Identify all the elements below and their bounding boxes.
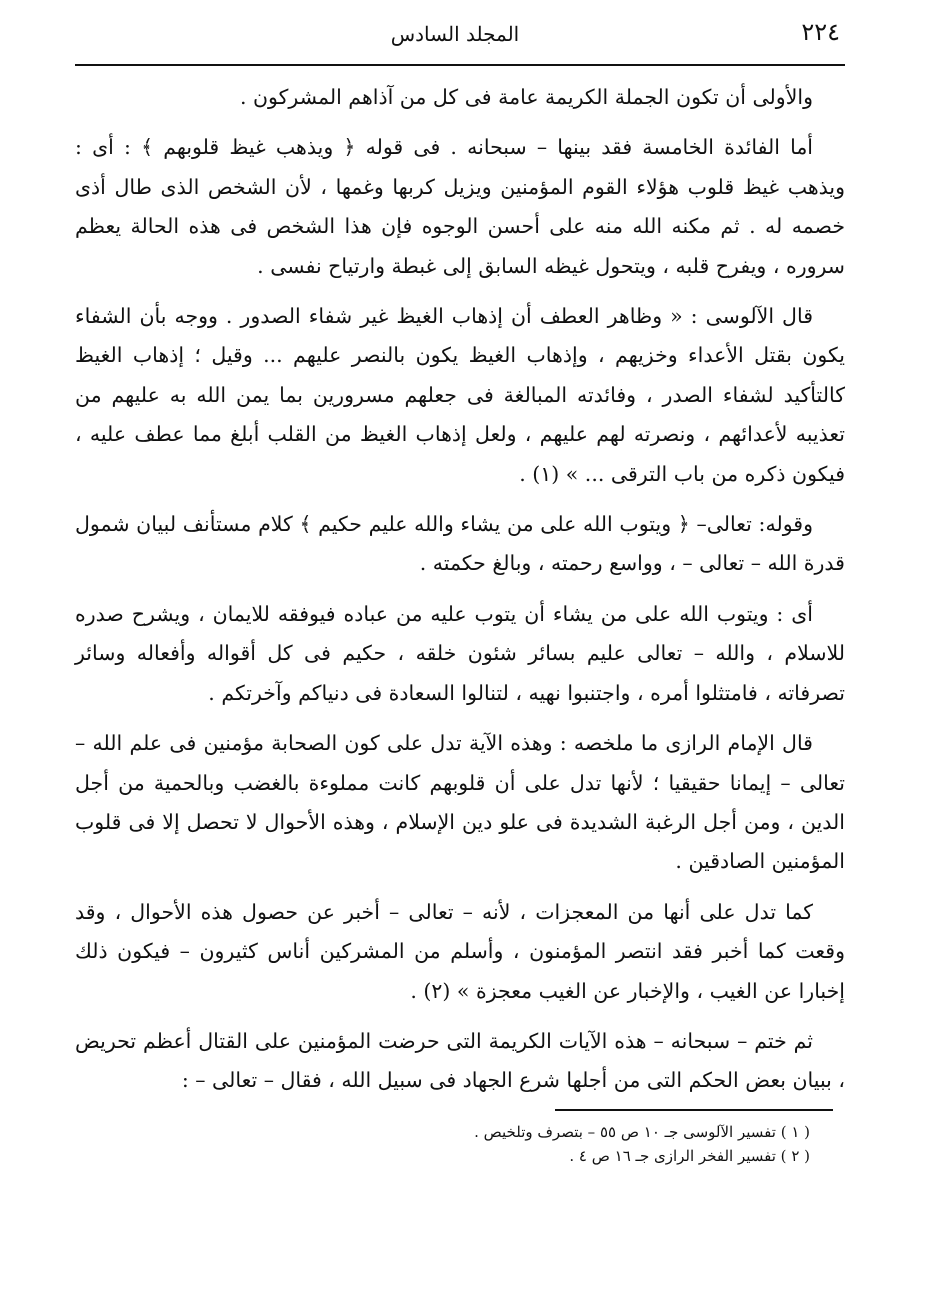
footnote: ( ٢ ) تفسير الفخر الرازى جـ ١٦ ص ٤ . <box>569 1147 810 1165</box>
paragraph: قال الآلوسى : « وظاهر العطف أن إذهاب الغيظ غير شفاء الصدور . ووجه بأن الشفاء يكون بقتل الأعداء وخزيهم ، وإذهاب الغيظ يكون بالنصر عليهم ... وقيل ؛ إذهاب الغيظ كالتأكيد لشفاء الصدر ، وفائدته المبالغة فى جعلهم مسرورين بما يمن الله به عليهم من تعذيبه لأعدائهم ، ونصرته لهم عليهم ، ولعل إذهاب الغيظ من القلب أبلغ مما عطف عليه ، فيكون ذكره من باب الترقى ... » (١) . <box>75 304 845 486</box>
volume-title: المجلد السادس <box>390 22 520 46</box>
paragraph: أما الفائدة الخامسة فقد بينها – سبحانه . فى قوله ﴿ ويذهب غيظ قلوبهم ﴾ : أى : ويذهب غيظ قلوب هؤلاء القوم المؤمنين ويزيل كربها وغمها ، لأن الشخص الذى طال أذى خصمه له . ثم مكنه الله منه على أحسن الوجوه فإن هذا الشخص فى هذه الحالة يعظم سروره ، ويفرح قلبه ، ويتحول غيظه السابق إلى غبطة وارتياح نفسى . <box>75 135 845 278</box>
paragraph: ثم ختم – سبحانه – هذه الآيات الكريمة التى حرضت المؤمنين على القتال أعظم تحريض ، ببيان بعض الحكم التى من أجلها شرع الجهاد فى سبيل الله ، فقال – تعالى – : <box>75 1028 845 1093</box>
page-number: ٢٢٤ <box>801 18 840 46</box>
main-text <box>75 78 845 1101</box>
paragraph: وقوله: تعالى– ﴿ ويتوب الله على من يشاء والله عليم حكيم ﴾ كلام مستأنف لبيان شمول قدرة الله – تعالى – ، وواسع رحمته ، وبالغ حكمته . <box>75 512 845 576</box>
page-header <box>70 12 840 62</box>
footnote: ( ١ ) تفسير الآلوسى جـ ١٠ ص ٥٥ – بتصرف وتلخيص . <box>474 1123 810 1141</box>
paragraph: قال الإمام الرازى ما ملخصه : وهذه الآية تدل على كون الصحابة مؤمنين فى علم الله – تعالى – إيمانا حقيقيا ؛ لأنها تدل على أن قلوبهم كانت مملوءة بالغضب وبالحمية من أجل الدين ، ومن أجل الرغبة الشديدة فى علو دين الإسلام ، وهذه الأحوال لا تحصل إلا فى قلوب المؤمنين الصادقين . <box>75 731 845 874</box>
paragraph: والأولى أن تكون الجملة الكريمة عامة فى كل من آذاهم المشركون . <box>239 85 813 109</box>
footnote-divider <box>555 1109 833 1111</box>
header-divider <box>75 64 845 66</box>
footnotes <box>380 1120 810 1168</box>
paragraph: أى : ويتوب الله على من يشاء أن يتوب عليه من عباده فيوفقه للايمان ، ويشرح صدره للاسلام ، والله – تعالى عليم بسائر شئون خلقه ، حكيم فى كل أقواله وأفعاله وسائر تصرفاته ، فامتثلوا أمره ، واجتنبوا نهيه ، لتنالوا السعادة فى دنياكم وآخرتكم . <box>75 601 845 705</box>
paragraph: كما تدل على أنها من المعجزات ، لأنه – تعالى – أخبر عن حصول هذه الأحوال ، وقد وقعت كما أخبر فقد انتصر المؤمنون ، وأسلم من المشركين أناس كثيرون – فيكون ذلك إخبارا عن الغيب ، والإخبار عن الغيب معجزة » (٢) . <box>75 899 845 1003</box>
